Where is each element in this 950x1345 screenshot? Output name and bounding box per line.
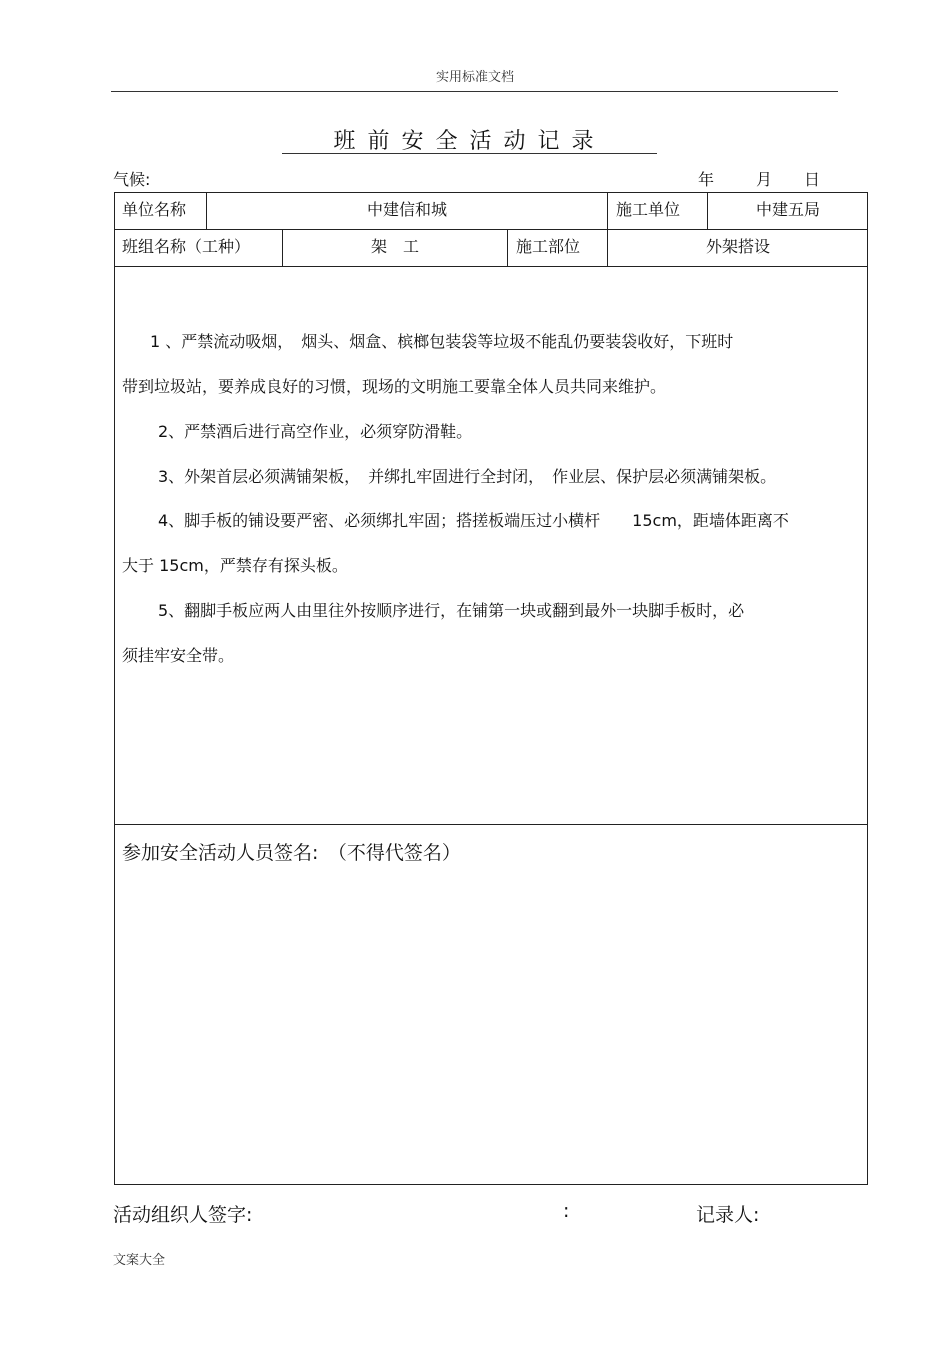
work-area-label: 施工部位 <box>516 237 581 256</box>
team-name-value: 架 工 <box>370 237 419 256</box>
organizer-signature-label: 活动组织人签字: <box>113 1204 253 1226</box>
content-line: 大于 15cm，严禁存有探头板。 <box>122 556 348 575</box>
contractor-label: 施工单位 <box>616 200 681 219</box>
title-underline <box>282 153 657 154</box>
date-day: 日 <box>804 170 821 189</box>
page-footer: 文案大全 <box>113 1253 166 1268</box>
work-area-value: 外架搭设 <box>705 237 770 256</box>
recorder-label: 记录人: <box>696 1204 760 1226</box>
content-line: 带到垃圾站，要养成良好的习惯，现场的文明施工要靠全体人员共同来维护。 <box>122 377 667 396</box>
team-name-label: 班组名称（工种） <box>122 237 251 256</box>
footer-colon: : <box>563 1200 570 1222</box>
content-line: 须挂牢安全带。 <box>122 646 235 665</box>
content-line: 5、翻脚手板应两人由里往外按顺序进行，在铺第一块或翻到最外一块脚手板时，必 <box>158 601 745 620</box>
contractor-value: 中建五局 <box>755 200 820 219</box>
signature-label: 参加安全活动人员签名: （不得代签名） <box>122 842 461 864</box>
unit-name-label: 单位名称 <box>122 200 187 219</box>
content-line: 1 、严禁流动吸烟， 烟头、烟盒、槟榔包装袋等垃圾不能乱仍要装袋收好，下班时 <box>150 332 734 351</box>
content-divider <box>114 824 868 825</box>
row2-col-divider <box>507 229 508 266</box>
date-year: 年 <box>698 170 715 189</box>
content-line: 2、严禁酒后进行高空作业，必须穿防滑鞋。 <box>158 422 473 441</box>
weather-label: 气候: <box>113 170 151 189</box>
header-rule <box>111 91 838 92</box>
page-header: 实用标准文档 <box>435 70 514 85</box>
page-title: 班前安全活动记录 <box>333 129 606 154</box>
row1-col-divider <box>607 192 608 229</box>
row2-divider <box>114 266 868 267</box>
unit-name-value: 中建信和城 <box>366 200 447 219</box>
date-month: 月 <box>756 170 773 189</box>
content-line: 3、外架首层必须满铺架板， 并绑扎牢固进行全封闭， 作业层、保护层必须满铺架板。 <box>158 467 777 486</box>
content-line: 4、脚手板的铺设要严密、必须绑扎牢固；搭搓板端压过小横杆 15cm，距墙体距离不 <box>158 511 789 530</box>
